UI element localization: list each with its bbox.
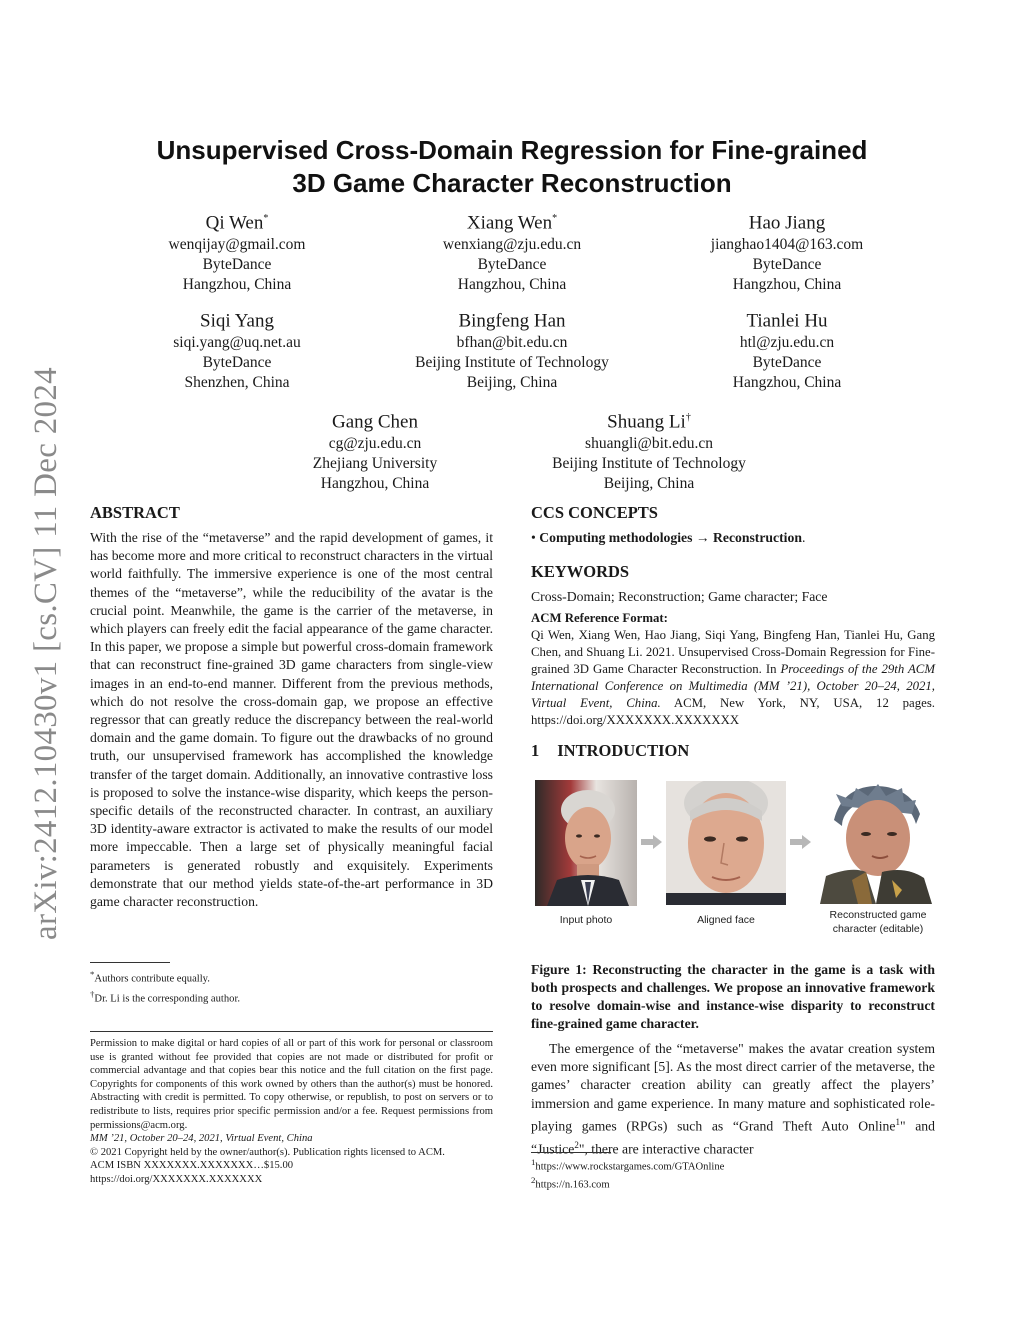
author-affiliation: ByteDance (752, 354, 822, 372)
footnote-equal-contribution: Authors contribute equally. (94, 973, 210, 985)
aligned-face-icon (666, 781, 786, 905)
author-name: Shuang Li (607, 411, 686, 433)
ccs-bullet: • (531, 530, 536, 545)
author-block (362, 207, 662, 295)
footnote-mark: 2 (531, 1175, 536, 1186)
author-block (87, 207, 387, 295)
author-block (362, 305, 662, 393)
ccs-period: . (801, 530, 806, 545)
permission-block (90, 1031, 493, 1187)
author-name: Hao Jiang (748, 212, 826, 234)
doi-link[interactable]: https://doi.org/XXXXXXX.XXXXXXX (90, 1173, 263, 1185)
author-location: Hangzhou, China (457, 276, 567, 294)
introduction-heading-row (531, 740, 935, 762)
input-photo-image (535, 780, 637, 906)
author-name: Tianlei Hu (746, 310, 828, 332)
keywords-section (531, 561, 935, 606)
author-block (225, 406, 525, 494)
author-location: Hangzhou, China (320, 475, 430, 493)
game-character-image (812, 780, 936, 904)
author-location: Hangzhou, China (732, 374, 842, 392)
figure-label-input: Input photo (559, 914, 613, 926)
paper-title (90, 134, 934, 200)
author-location: Beijing, China (603, 475, 695, 493)
figure-label-reconstructed-line2: character (editable) (832, 923, 924, 935)
author-block (499, 406, 799, 494)
author-email: jianghao1404@163.com (710, 236, 864, 254)
author-affiliation: ByteDance (202, 354, 272, 372)
figure-caption-text: Figure 1: Reconstructing the character in the game is a task with both prospects and challenges. We propose an innovative framework to resolve domain-wise and instance-wise disparity to reconstruct fine-grained game character. (531, 962, 935, 1031)
author-mark: * (552, 213, 558, 224)
footnote-ref-1[interactable]: 1 (895, 1116, 900, 1127)
author-location: Hangzhou, China (732, 276, 842, 294)
introduction-paragraph (531, 1040, 935, 1158)
author-affiliation: ByteDance (202, 256, 272, 274)
intro-text-b: " and “Justice (531, 1118, 935, 1157)
copyright-notice: © 2021 Copyright held by the owner/author(s). Publication rights licensed to ACM. (90, 1146, 445, 1158)
arxiv-identifier: arXiv:2412.10430v1 [cs.CV] 11 Dec 2024 (28, 367, 64, 940)
permission-text: Permission to make digital or hard copies of all or part of this work for personal or classroom use is granted without fee provided that copies are not made or distributed for profit or commercial advantage and that copies bear this notice and the full citation on the first page. Copyrights for components of this work owned by others than the author(s) must be honored. Abstracting with credit is permitted. To copy otherwise, or republish, to post on servers or to redistribute to lists, requires prior specific permission and/or a fee. Request permissions from permissions@acm.org. (90, 1038, 493, 1131)
figure-label-aligned: Aligned face (697, 914, 755, 926)
ccs-section (531, 502, 935, 547)
input-photo-icon (535, 780, 637, 906)
author-name: Gang Chen (331, 411, 418, 433)
abstract-heading: ABSTRACT (90, 503, 180, 522)
author-block (637, 305, 937, 393)
author-name: Qi Wen (205, 212, 264, 234)
author-email: wenqijay@gmail.com (168, 236, 306, 254)
keywords-text: Cross-Domain; Reconstruction; Game character; Face (531, 589, 828, 604)
section-title: INTRODUCTION (557, 741, 690, 760)
arrow-right-icon (790, 834, 812, 850)
figure-label-reconstructed (808, 908, 948, 936)
author-block (87, 305, 387, 393)
footnote-url-gta[interactable]: https://www.rockstargames.com/GTAOnline (535, 1161, 725, 1173)
author-email: wenxiang@zju.edu.cn (442, 236, 582, 254)
author-email: cg@zju.edu.cn (328, 435, 422, 453)
author-affiliation: Beijing Institute of Technology (415, 354, 609, 372)
author-location: Hangzhou, China (182, 276, 292, 294)
footnote-corresponding-author: Dr. Li is the corresponding author. (94, 993, 241, 1005)
footnote-rule (531, 1152, 611, 1153)
acm-reference (531, 610, 935, 729)
keywords-heading: KEYWORDS (531, 562, 630, 581)
ccs-concept-text: Computing methodologies → Reconstruction (539, 530, 802, 545)
author-email: bfhan@bit.edu.cn (456, 334, 568, 352)
isbn: ACM ISBN XXXXXXX.XXXXXXX…$15.00 (90, 1160, 294, 1172)
conference-venue: MM ’21, October 20–24, 2021, Virtual Event, China (90, 1133, 313, 1145)
author-affiliation: ByteDance (477, 256, 547, 274)
title-line-2: 3D Game Character Reconstruction (292, 168, 732, 198)
author-footnotes (90, 962, 493, 1006)
footnote-mark: * (90, 969, 95, 979)
acm-reference-pre: Qi Wen, Xiang Wen, Hao Jiang, Siqi Yang, Bingfeng Han, Tianlei Hu, Gang Chen, and Shuang Li. 2021. Unsupervised Cross-Domain Regression for Fine-grained 3D Game Character Reconstruction. In (531, 628, 935, 676)
footnote-url-justice[interactable]: https://n.163.com (535, 1179, 610, 1191)
acm-reference-heading: ACM Reference Format: (531, 611, 668, 625)
footnote-ref-2[interactable]: 2 (574, 1139, 579, 1150)
abstract-section (90, 502, 493, 911)
abstract-text: With the rise of the “metaverse” and the rapid development of games, it has become more and more critical to reconstruct characters in the virtual world faithfully. The immersive experience is one of the most central themes of the “metaverse”, while the reducibility of the avatar is the crucial point. Meanwhile, the game is the carrier of the metaverse, in which players can freely edit the facial appearance of the game character. In this paper, we propose a simple but powerful cross-domain framework that can reconstruct fine-grained 3D game characters from single-view images in an end-to-end manner. Different from the previous methods, which do not resolve the cross-domain gap, we propose an effective regressor that can greatly reduce the discrepancy between the real-world domain and the game domain. To figure out the drawbacks of no ground truth, our unsupervised framework has accomplished the knowledge transfer of the target domain. Additionally, an innovative contrastive loss is proposed to solve the instance-wise disparity, which keeps the person-specific details of the reconstructed character. In contrast, an auxiliary 3D identity-aware extractor is activated to make the results of our model more impeccable. Then a large set of physically meaningful facial parameters is generated robustly and exquisitely. Experiments demonstrate that our method yields state-of-the-art performance in 3D game character reconstruction. (90, 530, 493, 910)
author-block (637, 207, 937, 295)
author-location: Shenzhen, China (184, 374, 290, 392)
author-affiliation: Beijing Institute of Technology (552, 455, 746, 473)
figure-label-reconstructed-line1: Reconstructed game (829, 909, 927, 921)
game-character-icon (812, 780, 936, 904)
intro-text-c: ", there are interactive character (578, 1141, 754, 1157)
acm-reference-proceedings: Proceedings of the 29th ACM International Conference on Multimedia (MM ’21), October 20–24, 2021, Virtual Event, China. (531, 662, 935, 710)
author-name: Xiang Wen (466, 212, 553, 234)
introduction-body (531, 1040, 935, 1158)
url-footnotes (531, 1152, 935, 1192)
ccs-concept (531, 529, 935, 547)
author-name: Bingfeng Han (458, 310, 566, 332)
footnote-rule (90, 962, 170, 963)
footnote-mark: 1 (531, 1157, 536, 1167)
author-email: htl@zju.edu.cn (739, 334, 835, 352)
figure-1-caption (531, 961, 935, 1033)
title-line-1: Unsupervised Cross-Domain Regression for Fine-grained (156, 135, 868, 165)
permission-rule (90, 1031, 493, 1032)
author-email: shuangli@bit.edu.cn (585, 435, 713, 453)
introduction-heading (531, 740, 935, 762)
author-affiliation: ByteDance (752, 256, 822, 274)
author-email: siqi.yang@uq.net.au (173, 334, 301, 352)
intro-text-a: The emergence of the “metaverse" makes the avatar creation system even more significant [5]. As the most direct carrier of the metaverse, the games’ character creation ability can greatly affect the players’ immersion and game experience. In many mature and sophisticated role-playing games (RPGs) such as “Grand Theft Auto Online (531, 1041, 935, 1134)
author-name: Siqi Yang (200, 310, 274, 332)
arrow-right-icon (641, 834, 663, 850)
author-mark: † (685, 412, 691, 423)
author-location: Beijing, China (466, 374, 558, 392)
acm-reference-text (531, 627, 935, 729)
footnote-mark: † (90, 989, 95, 1000)
author-mark: * (263, 213, 269, 224)
section-number: 1 (531, 741, 540, 760)
acm-reference-post: ACM, New York, NY, USA, 12 pages. https://doi.org/XXXXXXX.XXXXXXX (531, 696, 935, 727)
author-affiliation: Zhejiang University (312, 455, 438, 473)
aligned-face-image (666, 781, 786, 905)
ccs-heading: CCS CONCEPTS (531, 503, 658, 522)
